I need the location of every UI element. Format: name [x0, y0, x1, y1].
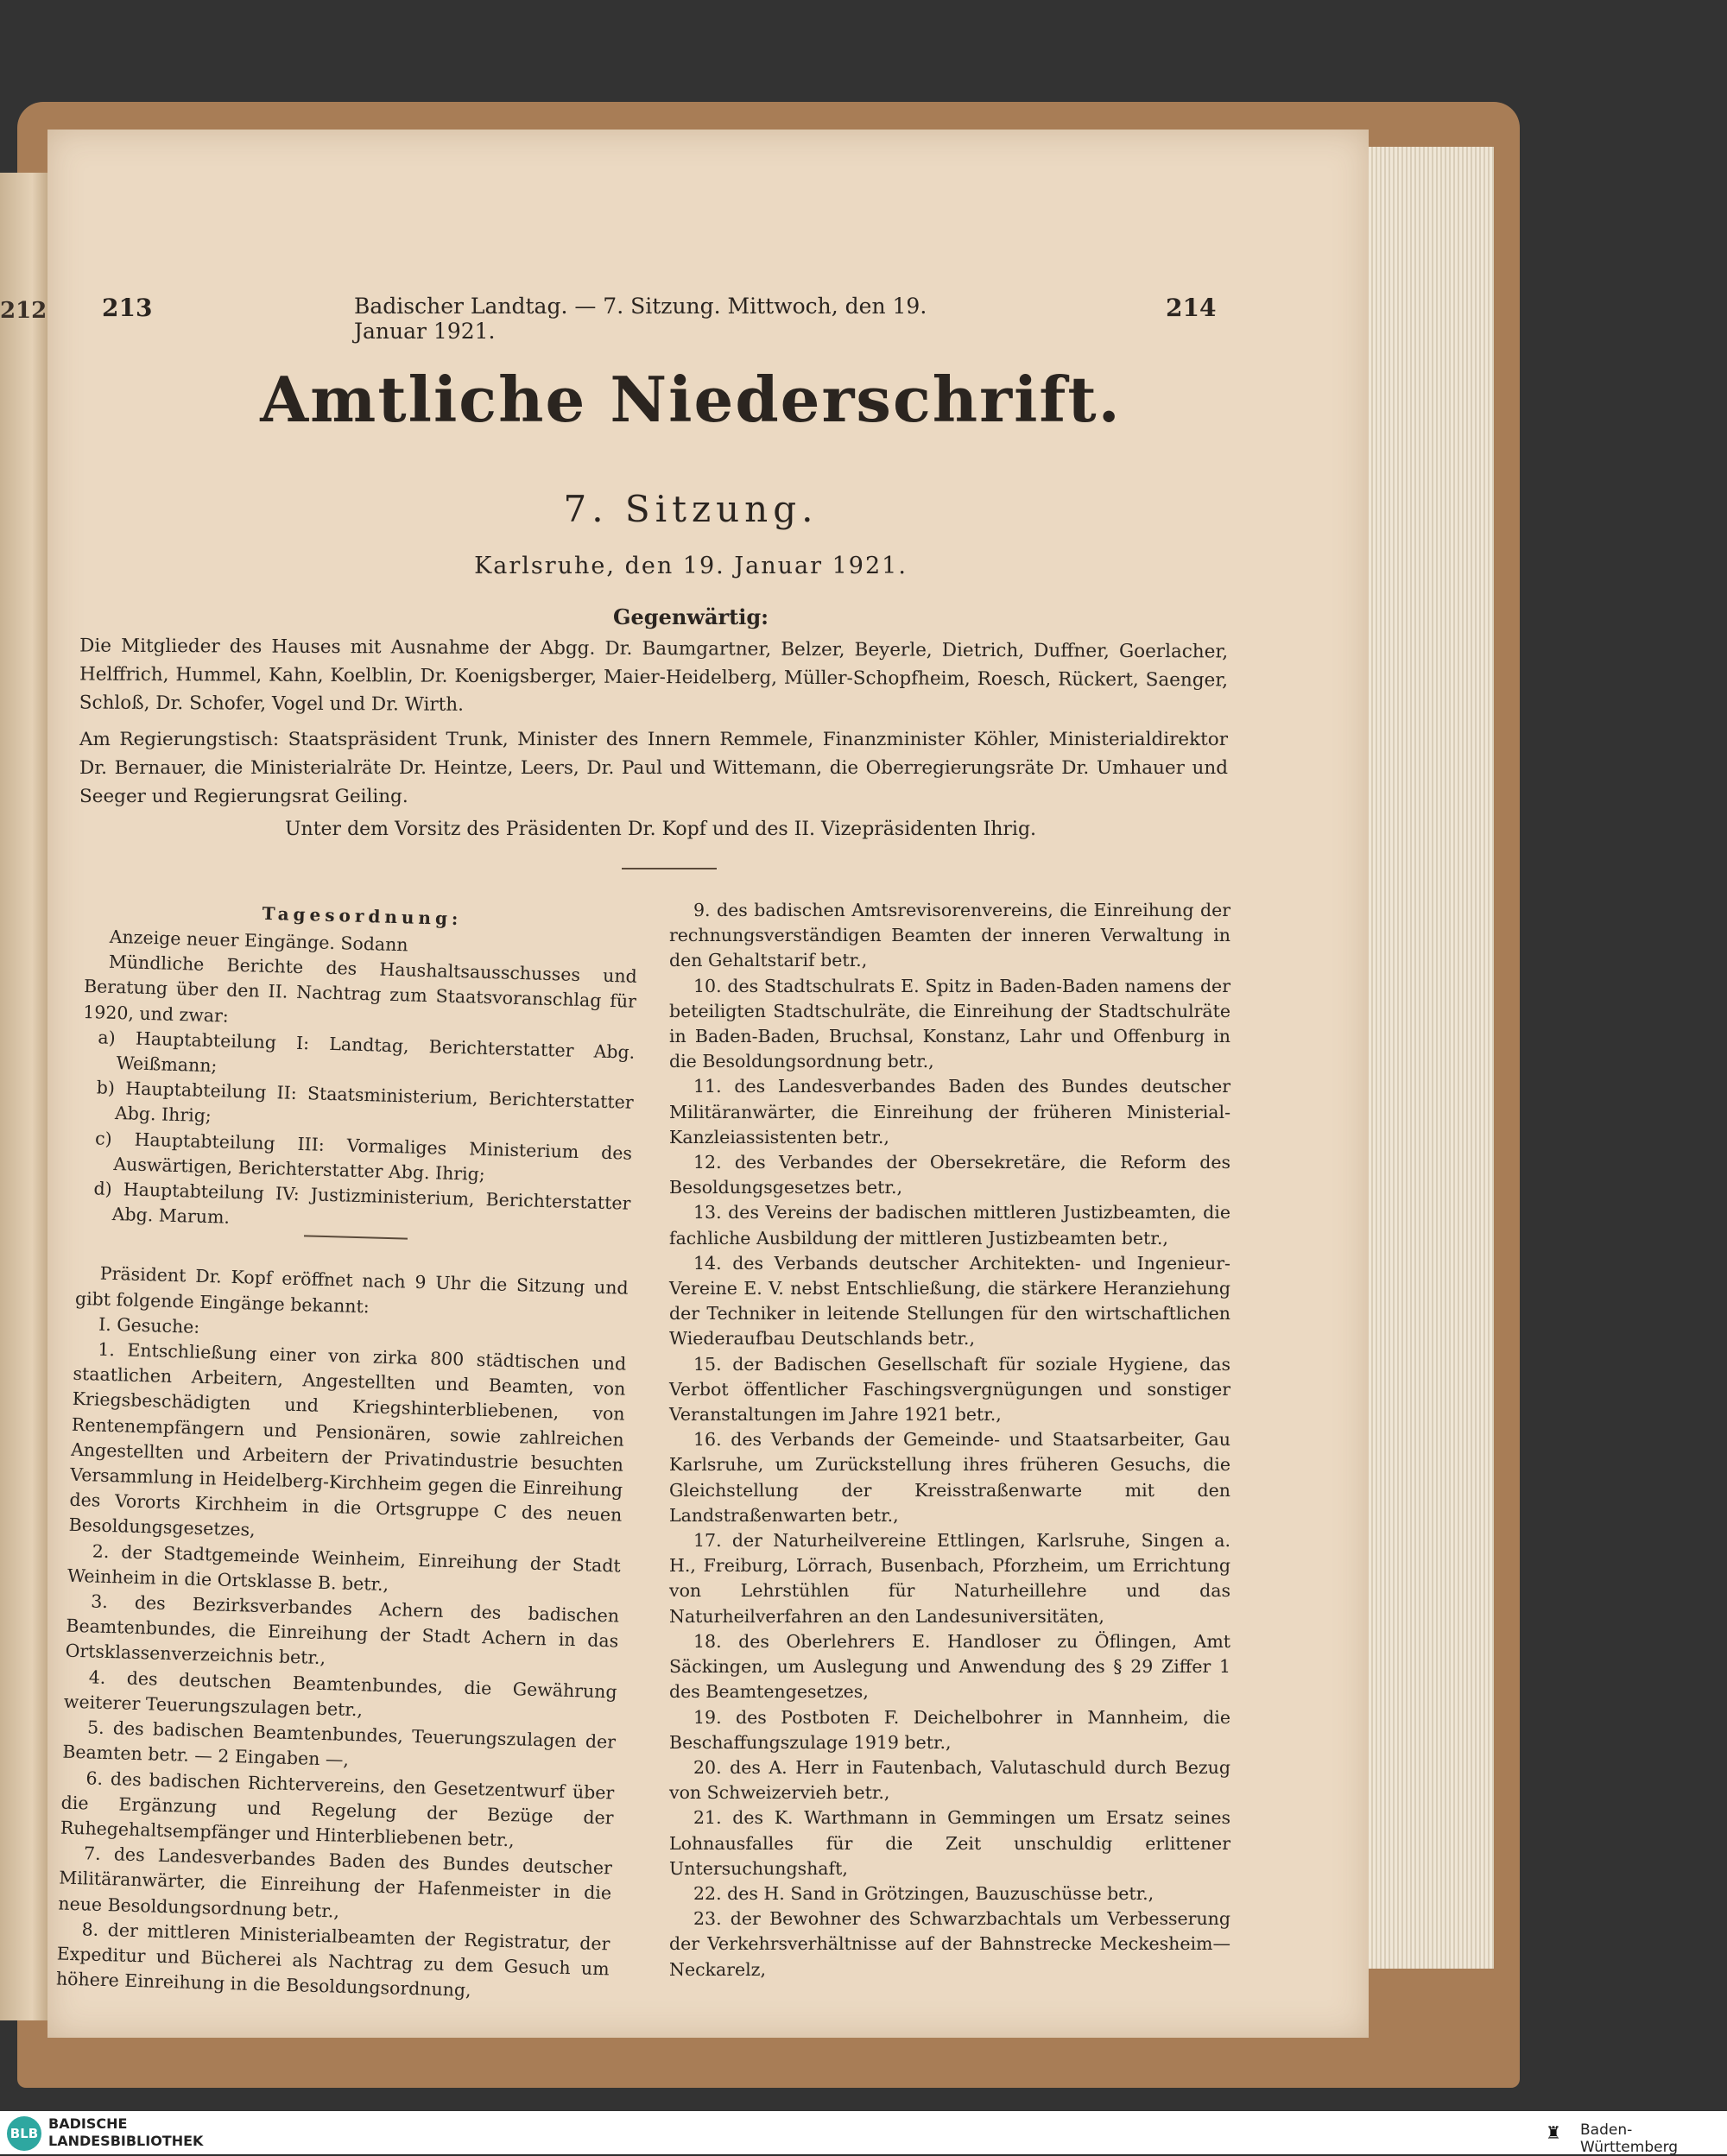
petition-item: 13. des Vereins der badischen mittleren Justizbeamten, die fachliche Ausbildung der mittleren Justizbeamten betr.,	[669, 1202, 1230, 1249]
prev-page-number: 212	[0, 298, 47, 324]
state-crest-icon: ♜	[1546, 2122, 1561, 2143]
petition-item: 14. des Verbands deutscher Architekten- und Ingenieur-Vereine E. V. nebst Entschließung, die stärkere Heranziehung der Techniker in leitende Stellungen für den wirtschaftlichen Wiederaufbau Deutschlands betr.,	[669, 1252, 1230, 1350]
agenda-line: d) Hauptabteilung IV: Justizministerium, Berichterstatter Abg. Marum.	[93, 1178, 631, 1229]
petition-item: 18. des Oberlehrers E. Handloser zu Öflingen, Amt Säckingen, um Auslegung und Anwendung des § 29 Ziffer 1 des Beamtengesetzes,	[669, 1630, 1230, 1703]
book-page-edges	[1356, 147, 1494, 1969]
viewer-footer	[0, 2111, 1727, 2154]
agenda-line: c) Hauptabteilung III: Vormaliges Ministerium des Auswärtigen, Berichterstatter Abg. Ihrig;	[94, 1128, 633, 1185]
petition-item: 15. der Badischen Gesellschaft für soziale Hygiene, das Verbot öffentlicher Faschingsvergnügungen und sonstiger Veranstaltungen im Jahre 1921 betr.,	[669, 1353, 1230, 1426]
petition-item: 4. des deutschen Beamtenbundes, die Gewährung weiterer Teuerungszulagen betr.,	[63, 1666, 617, 1721]
library-name-line1: BADISCHE	[48, 2115, 128, 2132]
government-paragraph: Am Regierungstisch: Staatspräsident Trunk, Minister des Innern Remmele, Finanzminister Köhler, Ministerialdirektor Dr. Bernauer, die Ministerialräte Dr. Heintze, Leers, Dr. Paul und Wittemann, die Oberregierungsräte Dr. Umhauer und Seeger und Regierungsrat Geiling.	[79, 729, 1228, 807]
chair-line: Unter dem Vorsitz des Präsidenten Dr. Kopf und des II. Vizepräsidenten Ihrig.	[284, 819, 1037, 840]
petition-item: 21. des K. Warthmann in Gemmingen um Ersatz seines Lohnausfalles für die Zeit unschuldig erlittener Untersuchungshaft,	[669, 1807, 1230, 1879]
library-logo[interactable]: BLB	[7, 2116, 41, 2151]
right-column	[669, 898, 1230, 1982]
page-number-left: 213	[102, 294, 153, 322]
agenda-title: Tagesordnung:	[262, 902, 463, 930]
agenda-line: Anzeige neuer Eingänge. Sodann	[109, 926, 408, 956]
library-name-line2: LANDESBIBLIOTHEK	[48, 2133, 204, 2149]
library-name[interactable]	[48, 2115, 203, 2150]
agenda-line: b) Hauptabteilung II: Staatsministerium, Berichterstatter Abg. Ihrig;	[96, 1077, 634, 1127]
petitions-heading: I. Gesuche:	[98, 1313, 200, 1337]
agenda-line: a) Hauptabteilung I: Landtag, Berichterstatter Abg. Weißmann;	[98, 1027, 636, 1077]
petition-item: 22. des H. Sand in Grötzingen, Bauzuschüsse betr.,	[693, 1882, 1154, 1904]
divider-rule	[622, 868, 717, 869]
petition-item: 16. des Verbands der Gemeinde- und Staatsarbeiter, Gau Karlsruhe, um Zurückstellung ihres früheren Gesuchs, die Gleichstellung der Kreisstraßenwarte mit den Landstraßenwarten betr.,	[669, 1429, 1230, 1526]
petition-item: 23. der Bewohner des Schwarzbachtals um Verbesserung der Verkehrsverhältnisse auf der Bahnstrecke Meckesheim—Neckarelz,	[669, 1908, 1230, 1980]
session-heading: 7. Sitzung.	[563, 488, 819, 530]
petition-item: 11. des Landesverbandes Baden des Bundes deutscher Militäranwärter, die Einreihung der früheren Ministerial-Kanzleiassistenten betr.,	[669, 1076, 1230, 1148]
petition-item: 3. des Bezirksverbandes Achern des badischen Beamtenbundes, die Einreihung der Stadt Achern in das Ortsklassenverzeichnis betr.,	[65, 1590, 620, 1669]
petition-item: 9. des badischen Amtsrevisorenvereins, die Einreihung der rechnungsverständigen Beamten der inneren Verwaltung in den Gehaltstarif betr.,	[669, 900, 1230, 971]
petition-item: 8. der mittleren Ministerialbeamten der Registratur, der Expeditur und Bücherei als Nachtrag zu dem Gesuch um höhere Einreihung in die Besoldungsordnung,	[55, 1919, 610, 2001]
agenda-line: Mündliche Berichte des Haushaltsausschusses und Beratung über den II. Nachtrag zum Staatsvoranschlag für 1920, und zwar:	[82, 951, 638, 1027]
petition-item: 1. Entschließung einer von zirka 800 städtischen und staatlichen Arbeitern, Angestellten und Beamten, von Kriegsbeschädigten und Kriegshinterbliebenen, von Rentenempfängern und Pensionären, sowie zahlreichen Angestellten und Arbeitern der Privatindustrie besuchten Versammlung in Heidelberg-Kirchheim gegen die Einreihung des Vororts Kirchheim in die Ortsgruppe C des neuen Besoldungsgesetzes,	[68, 1338, 627, 1541]
left-page-edge	[0, 173, 54, 2020]
members-paragraph: Die Mitglieder des Hauses mit Ausnahme der Abgg. Dr. Baumgartner, Belzer, Beyerle, Dietrich, Duffner, Goerlacher, Helffrich, Hummel, Kahn, Koelblin, Dr. Koenigsberger, Maier-Heidelberg, Müller-Schopfheim, Roesch, Rückert, Saenger, Schloß, Dr. Schofer, Vogel und Dr. Wirth.	[79, 635, 1229, 716]
present-heading: Gegenwärtig:	[613, 604, 769, 629]
petition-item: 5. des badischen Beamtenbundes, Teuerungszulagen der Beamten betr. — 2 Eingaben —,	[62, 1717, 617, 1771]
petition-item: 7. des Landesverbandes Baden des Bundes deutscher Militäranwärter, die Einreihung der Hafenmeister in die neue Besoldungsordnung betr.,	[58, 1843, 613, 1922]
place-date: Karlsruhe, den 19. Januar 1921.	[474, 553, 908, 579]
running-head: Badischer Landtag. — 7. Sitzung. Mittwoch, den 19. Januar 1921.	[354, 294, 927, 344]
opening-paragraph: Präsident Dr. Kopf eröffnet nach 9 Uhr die Sitzung und gibt folgende Eingänge bekannt:	[74, 1263, 629, 1317]
page-number-right: 214	[1166, 294, 1217, 322]
petition-item: 12. des Verbandes der Obersekretäre, die Reform des Besoldungsgesetzes betr.,	[669, 1152, 1230, 1198]
petition-item: 2. der Stadtgemeinde Weinheim, Einreihung der Stadt Weinheim in die Ortsklasse B. betr.,	[66, 1540, 621, 1595]
left-column	[56, 898, 639, 2007]
petition-item: 17. der Naturheilvereine Ettlingen, Karlsruhe, Singen a. H., Freiburg, Lörrach, Busenbach, Pforzheim, um Errichtung von Lehrstühlen für Naturheillehre und das Naturheilverfahren an den Landesuniversitäten,	[669, 1530, 1230, 1627]
petition-item: 19. des Postboten F. Deichelbohrer in Mannheim, die Beschaffungszulage 1919 betr.,	[669, 1706, 1230, 1753]
petition-item: 20. des A. Herr in Fautenbach, Valutaschuld durch Bezug von Schweizervieh betr.,	[669, 1756, 1230, 1804]
petition-item: 6. des badischen Richtervereins, den Gesetzentwurf über die Ergänzung und Regelung der Bezüge der Ruhegehaltsempfänger und Hinterbliebenen betr.,	[60, 1767, 615, 1851]
document-title: Amtliche Niederschrift.	[260, 363, 1122, 436]
petition-item: 10. des Stadtschulrats E. Spitz in Baden-Baden namens der beteiligten Stadtschulräte, die Einreihung der Stadtschulräte in Baden-Baden, Bruchsal, Konstanz, Lahr und Offenburg in die Besoldungsordnung betr.,	[669, 975, 1230, 1072]
state-name[interactable]: Baden-Württemberg	[1580, 2121, 1679, 2156]
